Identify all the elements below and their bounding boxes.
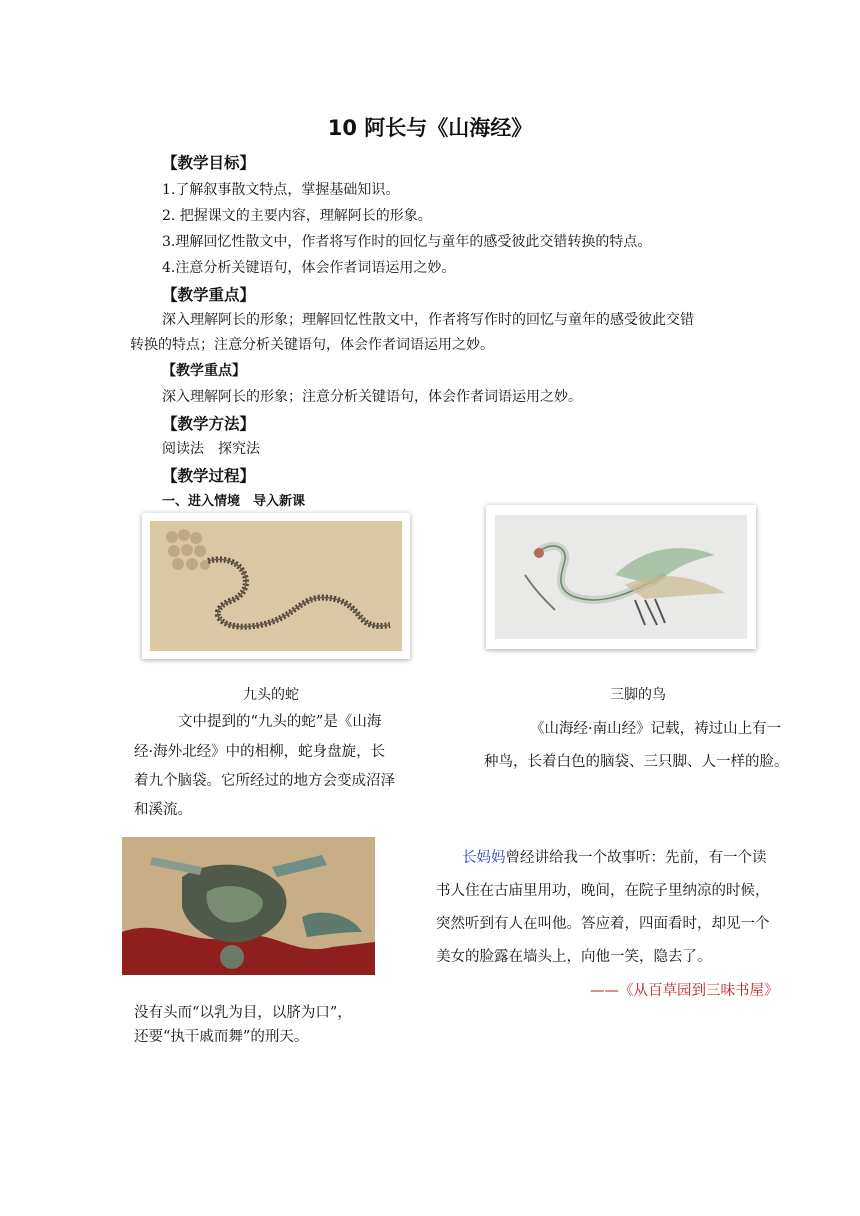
key-points-line-2: 转换的特点；注意分析关键语句，体会作者词语运用之妙。 [130,337,494,353]
goal-item-2: 2. 把握课文的主要内容，理解阿长的形象。 [162,208,432,224]
goal-item-3: 3.理解回忆性散文中，作者将写作时的回忆与童年的感受彼此交错转换的特点。 [162,234,652,250]
key-points-line-1: 深入理解阿长的形象；理解回忆性散文中，作者将写作时的回忆与童年的感受彼此交错 [162,312,694,328]
bird-note-line-2: 种鸟，长着白色的脑袋、三只脚、人一样的脸。 [484,754,789,770]
xingtian-note-line-1: 没有头而“以乳为目，以脐为口”， [134,1005,352,1021]
nine-headed-snake-illustration [150,521,402,651]
three-legged-bird-image [486,505,756,649]
process-heading: 【教学过程】 [162,467,256,485]
snake-note-line-2: 经·海外北经》中的相柳，蛇身盘旋，长 [134,744,386,760]
page-title: 10 阿长与《山海经》 [327,116,533,140]
xingtian-note-line-2: 还要“执干戚而舞”的刑天。 [134,1029,309,1045]
snake-caption: 九头的蛇 [243,687,299,703]
snake-note-line-4: 和溪流。 [134,802,192,818]
bird-note-line-1: 《山海经·南山经》记载，祷过山上有一 [530,721,782,737]
quote-line-1-rest: 曾经讲给我一个故事听：先前，有一个读 [505,850,767,866]
quote-line-2: 书人住在古庙里用功，晚间，在院子里纳凉的时候， [436,883,770,899]
bird-caption: 三脚的鸟 [610,687,666,703]
goal-item-4: 4.注意分析关键语句，体会作者词语运用之妙。 [162,260,456,276]
section-1-heading: 一、进入情境 导入新课 [162,494,306,509]
three-legged-bird-illustration [495,515,747,639]
nine-headed-snake-image [142,513,410,659]
quote-source: ——《从百草园到三味书屋》 [590,983,779,999]
methods-heading: 【教学方法】 [162,415,256,433]
xingtian-illustration [122,837,375,975]
goals-heading: 【教学目标】 [162,154,256,172]
snake-note-line-3: 着九个脑袋。它所经过的地方会变成沼泽 [134,773,395,789]
quote-line-3: 突然听到有人在叫他。答应着，四面看时，却见一个 [436,916,770,932]
snake-note-line-1: 文中提到的“九头的蛇”是《山海 [178,714,382,730]
methods-text: 阅读法 探究法 [162,441,260,457]
quote-line-1 [462,846,767,867]
difficult-points-text: 深入理解阿长的形象；注意分析关键语句，体会作者词语运用之妙。 [162,389,582,405]
goal-item-1: 1.了解叙事散文特点，掌握基础知识。 [162,182,400,198]
xingtian-image [122,837,375,975]
difficult-points-heading: 【教学重点】 [162,363,246,379]
quote-name-chang-mama: 长妈妈 [462,850,506,866]
key-points-heading: 【教学重点】 [162,286,256,304]
quote-line-4: 美女的脸露在墙头上，向他一笑，隐去了。 [436,949,712,965]
